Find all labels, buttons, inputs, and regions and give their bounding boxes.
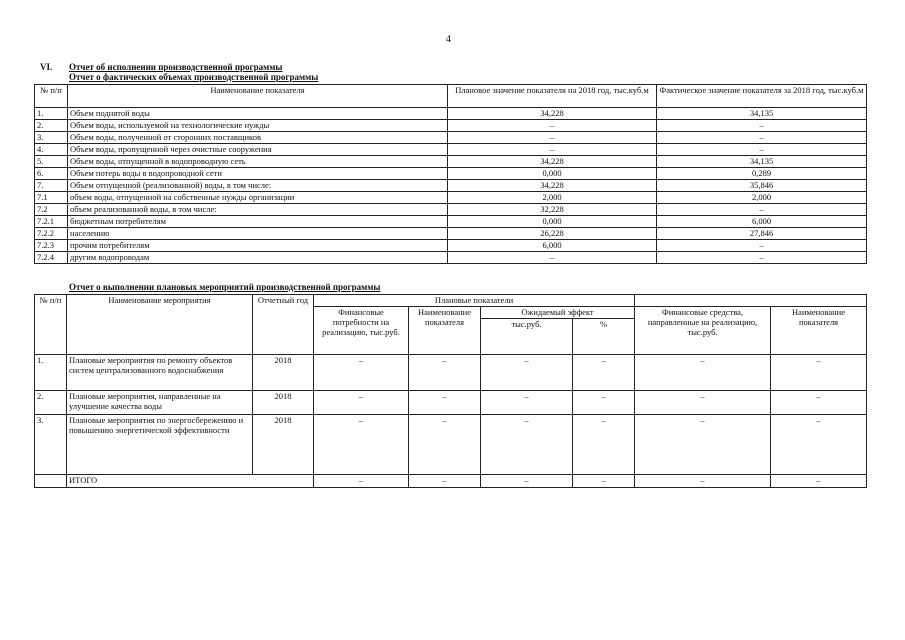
row-fact: 2,000 — [657, 192, 867, 204]
row-indicator: населению — [68, 228, 448, 240]
row-num: 6. — [35, 168, 68, 180]
row-indicator: Объем воды, используемой на технологические нужды — [68, 120, 448, 132]
total-fin-spent: – — [635, 475, 771, 488]
row-indicator-2: – — [771, 415, 867, 475]
row-fin-spent: – — [635, 355, 771, 391]
row-fact: 35,846 — [657, 180, 867, 192]
total-pct: – — [573, 475, 635, 488]
row-indicator: прочим потребителям — [68, 240, 448, 252]
planned-measures-table — [34, 294, 867, 488]
row-num: 7.1 — [35, 192, 68, 204]
table-row — [35, 192, 867, 204]
header-fin-need: Финансовые потребности на реализацию, тыс.руб. — [314, 307, 409, 355]
header-blank — [635, 295, 867, 307]
table-row — [35, 216, 867, 228]
row-fin-need: – — [314, 415, 409, 475]
header-measure: Наименование мероприятия — [67, 295, 253, 355]
row-fin-spent: – — [635, 391, 771, 415]
row-indicator: – — [409, 391, 481, 415]
row-fin-need: – — [314, 391, 409, 415]
row-num: 3. — [35, 415, 67, 475]
row-num: 1. — [35, 108, 68, 120]
row-indicator-2: – — [771, 355, 867, 391]
row-indicator: Объем воды, отпущенной в водопроводную сеть — [68, 156, 448, 168]
total-indicator2: – — [771, 475, 867, 488]
table-row — [35, 415, 867, 475]
row-fact: – — [657, 144, 867, 156]
row-num: 7.2.2 — [35, 228, 68, 240]
row-measure: Плановые мероприятия по ремонту объектов систем централизованного водоснабжения — [67, 355, 253, 391]
row-year: 2018 — [253, 391, 314, 415]
row-effect-rub: – — [481, 355, 573, 391]
total-num — [35, 475, 67, 488]
row-plan: 6,000 — [448, 240, 657, 252]
row-indicator: Объем воды, пропущенной через очистные сооружения — [68, 144, 448, 156]
row-fact: – — [657, 120, 867, 132]
production-volumes-table — [34, 84, 867, 264]
section-title: Отчет об исполнении производственной программы — [69, 62, 283, 72]
table-row — [35, 355, 867, 391]
row-indicator: Объем воды, полученной от сторонних поставщиков — [68, 132, 448, 144]
row-effect-pct: – — [573, 355, 635, 391]
row-fact: 0,289 — [657, 168, 867, 180]
row-fact: 34,135 — [657, 108, 867, 120]
table-row — [35, 144, 867, 156]
row-effect-pct: – — [573, 415, 635, 475]
total-row — [35, 475, 867, 488]
row-fact: – — [657, 132, 867, 144]
row-fin-need: – — [314, 355, 409, 391]
row-effect-rub: – — [481, 415, 573, 475]
table-row — [35, 228, 867, 240]
row-num: 2. — [35, 120, 68, 132]
row-plan: 0,000 — [448, 168, 657, 180]
row-plan: 32,228 — [448, 204, 657, 216]
row-fact: – — [657, 204, 867, 216]
row-fact: 27,846 — [657, 228, 867, 240]
row-measure: Плановые мероприятия, направленные на улучшение качества воды — [67, 391, 253, 415]
row-indicator: объем реализованной воды, в том числе: — [68, 204, 448, 216]
table-row — [35, 168, 867, 180]
row-num: 7.2 — [35, 204, 68, 216]
row-plan: – — [448, 132, 657, 144]
row-num: 7.2.4 — [35, 252, 68, 264]
header-indicator: Наименование показателя — [409, 307, 481, 355]
header-num: № п/п — [35, 85, 68, 108]
row-fact: 34,135 — [657, 156, 867, 168]
header-effect: Ожидаемый эффект — [481, 307, 635, 319]
row-num: 7. — [35, 180, 68, 192]
row-fact: – — [657, 240, 867, 252]
row-plan: – — [448, 120, 657, 132]
row-indicator: Объем отпущенной (реализованной) воды, в том числе: — [68, 180, 448, 192]
row-effect-rub: – — [481, 391, 573, 415]
header-fin-spent: Финансовые средства, направленные на реализацию, тыс.руб. — [635, 307, 771, 355]
header-indicator-2: Наименование показателя — [771, 307, 867, 355]
header-effect-pct: % — [573, 319, 635, 355]
page-number: 4 — [446, 34, 451, 45]
table-row — [35, 120, 867, 132]
row-num: 2. — [35, 391, 67, 415]
row-num: 7.2.1 — [35, 216, 68, 228]
total-label: ИТОГО — [67, 475, 314, 488]
header-num: № п/п — [35, 295, 67, 355]
row-indicator-2: – — [771, 391, 867, 415]
total-fin-need: – — [314, 475, 409, 488]
header-year: Отчетный год — [253, 295, 314, 355]
table2-title: Отчет о выполнении плановых мероприятий производственной программы — [69, 282, 381, 292]
row-plan: 34,228 — [448, 108, 657, 120]
section-number: VI. — [40, 62, 53, 72]
row-measure: Плановые мероприятия по энергосбережению и повышению энергетической эффективности — [67, 415, 253, 475]
row-num: 1. — [35, 355, 67, 391]
row-indicator: – — [409, 415, 481, 475]
table-row — [35, 156, 867, 168]
row-indicator: Объем потерь воды в водопроводной сети — [68, 168, 448, 180]
table-row — [35, 391, 867, 415]
row-plan: 26,228 — [448, 228, 657, 240]
row-num: 4. — [35, 144, 68, 156]
table1-title: Отчет о фактических объемах производственной программы — [69, 72, 319, 82]
row-indicator: объем воды, отпущенной на собственные нужды организации — [68, 192, 448, 204]
row-plan: 0,000 — [448, 216, 657, 228]
header-effect-rub: тыс.руб. — [481, 319, 573, 355]
table-row — [35, 204, 867, 216]
table-row — [35, 240, 867, 252]
row-indicator: бюджетным потребителям — [68, 216, 448, 228]
row-indicator: – — [409, 355, 481, 391]
row-indicator: Объем поднятой воды — [68, 108, 448, 120]
row-num: 7.2.3 — [35, 240, 68, 252]
row-year: 2018 — [253, 415, 314, 475]
header-planned: Плановые показатели — [314, 295, 635, 307]
row-num: 3. — [35, 132, 68, 144]
header-indicator: Наименование показателя — [68, 85, 448, 108]
table-row — [35, 132, 867, 144]
row-plan: – — [448, 252, 657, 264]
row-fact: – — [657, 252, 867, 264]
row-plan: 2,000 — [448, 192, 657, 204]
row-plan: 34,228 — [448, 156, 657, 168]
row-fin-spent: – — [635, 415, 771, 475]
total-indicator: – — [409, 475, 481, 488]
row-effect-pct: – — [573, 391, 635, 415]
row-plan: – — [448, 144, 657, 156]
row-num: 5. — [35, 156, 68, 168]
total-rub: – — [481, 475, 573, 488]
row-year: 2018 — [253, 355, 314, 391]
table-row — [35, 252, 867, 264]
row-indicator: другим водопроводам — [68, 252, 448, 264]
header-plan: Плановое значение показателя на 2018 год, тыс.куб.м — [448, 85, 657, 108]
row-plan: 34,228 — [448, 180, 657, 192]
table-row — [35, 108, 867, 120]
header-fact: Фактическое значение показателя за 2018 год, тыс.куб.м — [657, 85, 867, 108]
table-row — [35, 180, 867, 192]
row-fact: 6,000 — [657, 216, 867, 228]
